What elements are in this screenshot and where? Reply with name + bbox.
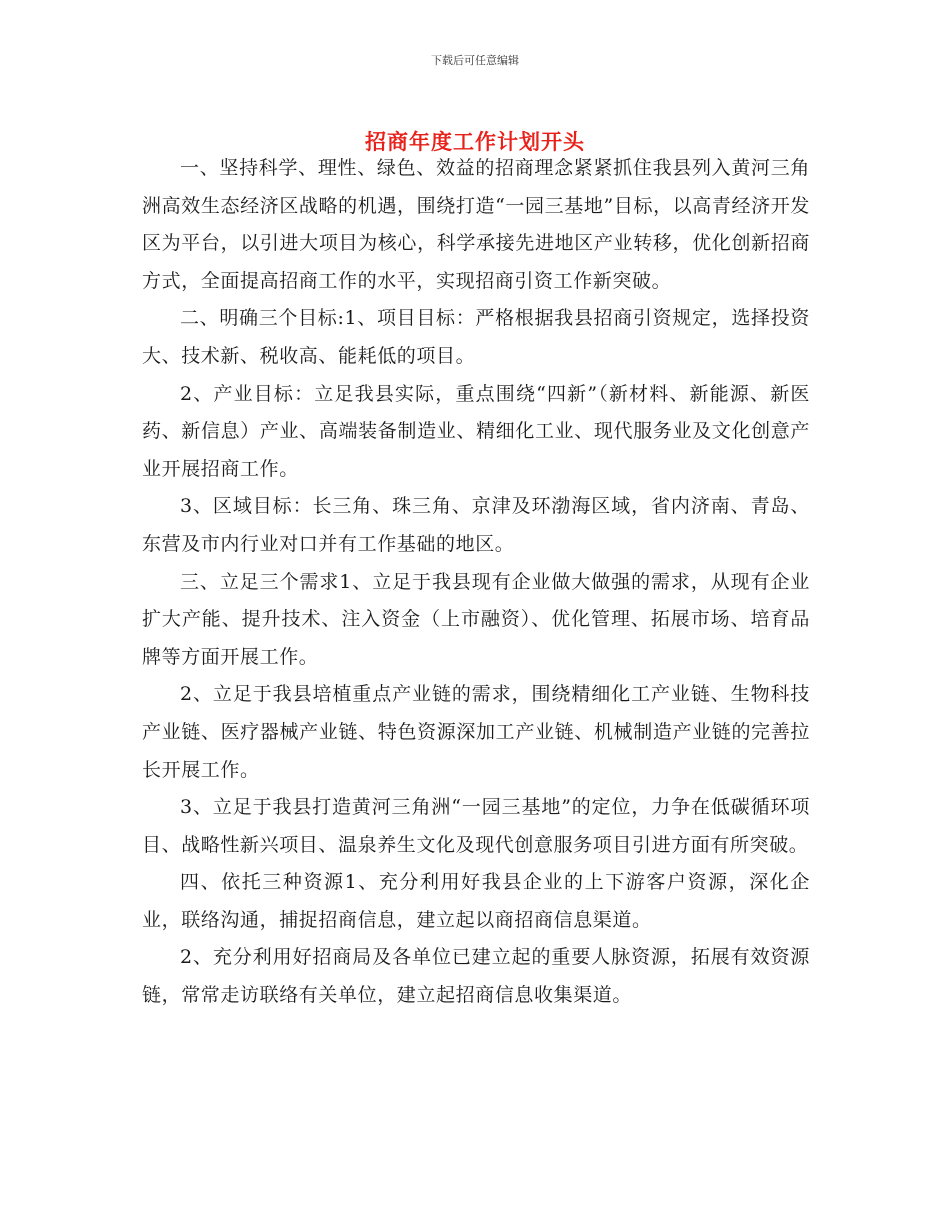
- header-note: 下载后可任意编辑: [431, 54, 519, 67]
- paragraph-5: 三、立足三个需求1、立足于我县现有企业做大做强的需求，从现有企业扩大产能、提升技术、注入资金（上市融资）、优化管理、拓展市场、培育品牌等方面开展工作。: [142, 570, 810, 668]
- paragraph-9: 2、充分利用好招商局及各单位已建立起的重要人脉资源，拓展有效资源链，常常走访联络有关单位，建立起招商信息收集渠道。: [142, 946, 810, 1007]
- paragraph-8: 四、依托三种资源1、充分利用好我县企业的上下游客户资源，深化企业，联络沟通，捕捉招商信息，建立起以商招商信息渠道。: [142, 871, 810, 931]
- document-title: 招商年度工作计划开头: [365, 130, 585, 155]
- document-body: [142, 150, 810, 1015]
- paragraph-6: 2、立足于我县培植重点产业链的需求，围绕精细化工产业链、生物科技产业链、医疗器械产业链、特色资源深加工产业链、机械制造产业链的完善拉长开展工作。: [142, 683, 810, 781]
- paragraph-1: 一、坚持科学、理性、绿色、效益的招商理念紧紧抓住我县列入黄河三角洲高效生态经济区战略的机遇，围绕打造“一园三基地”目标，以高青经济开发区为平台，以引进大项目为核心，科学承接先进地区产业转移，优化创新招商方式，全面提高招商工作的水平，实现招商引资工作新突破。: [142, 157, 810, 292]
- paragraph-7: 3、立足于我县打造黄河三角洲“一园三基地”的定位，力争在低碳循环项目、战略性新兴项目、温泉养生文化及现代创意服务项目引进方面有所突破。: [142, 796, 810, 856]
- paragraph-3: 2、产业目标：立足我县实际，重点围绕“四新”（新材料、新能源、新医药、新信息）产业、高端装备制造业、精细化工业、现代服务业及文化创意产业开展招商工作。: [142, 382, 810, 480]
- paragraph-4: 3、区域目标：长三角、珠三角、京津及环渤海区域，省内济南、青岛、东营及市内行业对口并有工作基础的地区。: [142, 495, 810, 555]
- paragraph-2: 二、明确三个目标:1、项目目标：严格根据我县招商引资规定，选择投资大、技术新、税收高、能耗低的项目。: [142, 307, 810, 367]
